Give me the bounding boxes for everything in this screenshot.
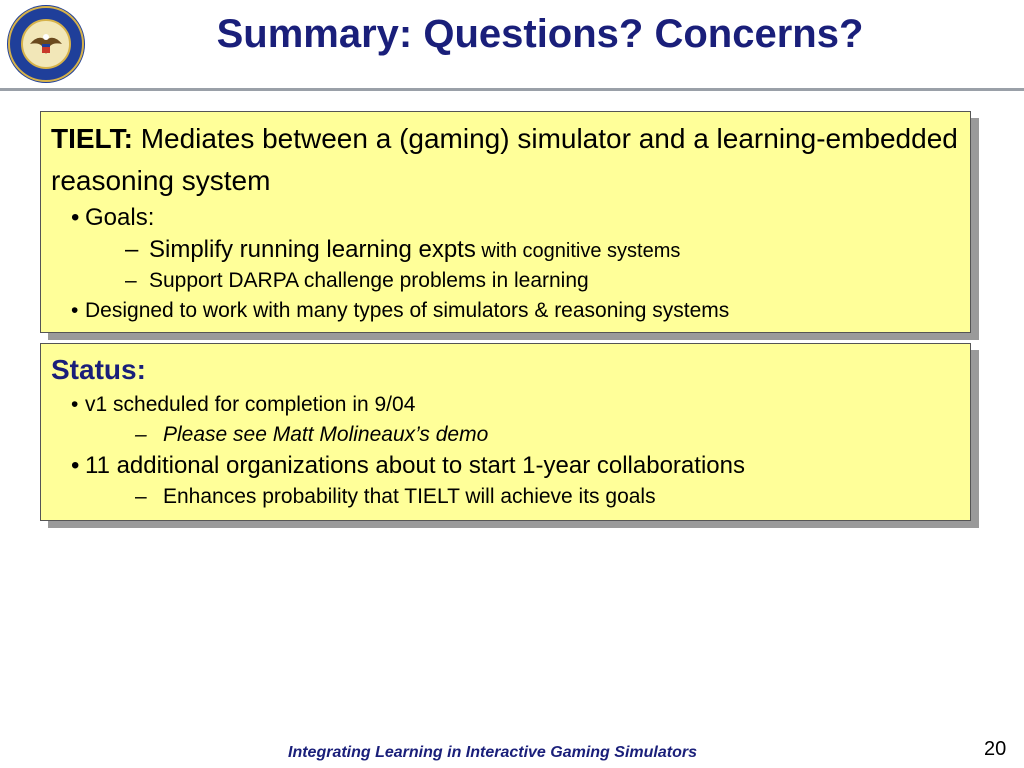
goal-simplify-main: Simplify running learning expts xyxy=(149,236,476,263)
enhances-subbullet xyxy=(51,482,960,512)
goal-darpa-text: Support DARPA challenge problems in learning xyxy=(149,269,589,292)
v1-bullet xyxy=(51,390,960,420)
goals-label: Goals: xyxy=(85,204,155,231)
goals-bullet xyxy=(51,202,960,234)
design-text: Designed to work with many types of simulators & reasoning systems xyxy=(85,299,730,322)
status-heading: Status: xyxy=(51,354,146,385)
goal-darpa xyxy=(51,266,960,296)
orgs-bullet xyxy=(51,450,960,482)
tielt-summary-box xyxy=(40,111,971,333)
title-divider xyxy=(0,88,1024,91)
v1-text: v1 scheduled for completion in 9/04 xyxy=(85,393,416,416)
demo-subbullet xyxy=(51,420,960,450)
page-number: 20 xyxy=(984,738,1007,760)
tielt-lead: TIELT: xyxy=(51,123,133,154)
goal-simplify-tail: with cognitive systems xyxy=(475,240,681,262)
footer-title: Integrating Learning in Interactive Gaming Simulators xyxy=(288,744,697,761)
design-bullet xyxy=(51,296,960,326)
tielt-lead-text: Mediates between a (gaming) simulator and a learning-embedded reasoning system xyxy=(51,123,958,196)
navy-seal-logo xyxy=(6,4,86,84)
enhances-text: Enhances probability that TIELT will achieve its goals xyxy=(163,485,656,508)
orgs-text: 11 additional organizations about to start 1-year collaborations xyxy=(85,452,745,479)
demo-text: Please see Matt Molineaux’s demo xyxy=(163,423,489,446)
status-box xyxy=(40,343,971,521)
tielt-description xyxy=(51,118,960,202)
goal-simplify xyxy=(51,234,960,266)
slide-title: Summary: Questions? Concerns? xyxy=(216,12,864,56)
